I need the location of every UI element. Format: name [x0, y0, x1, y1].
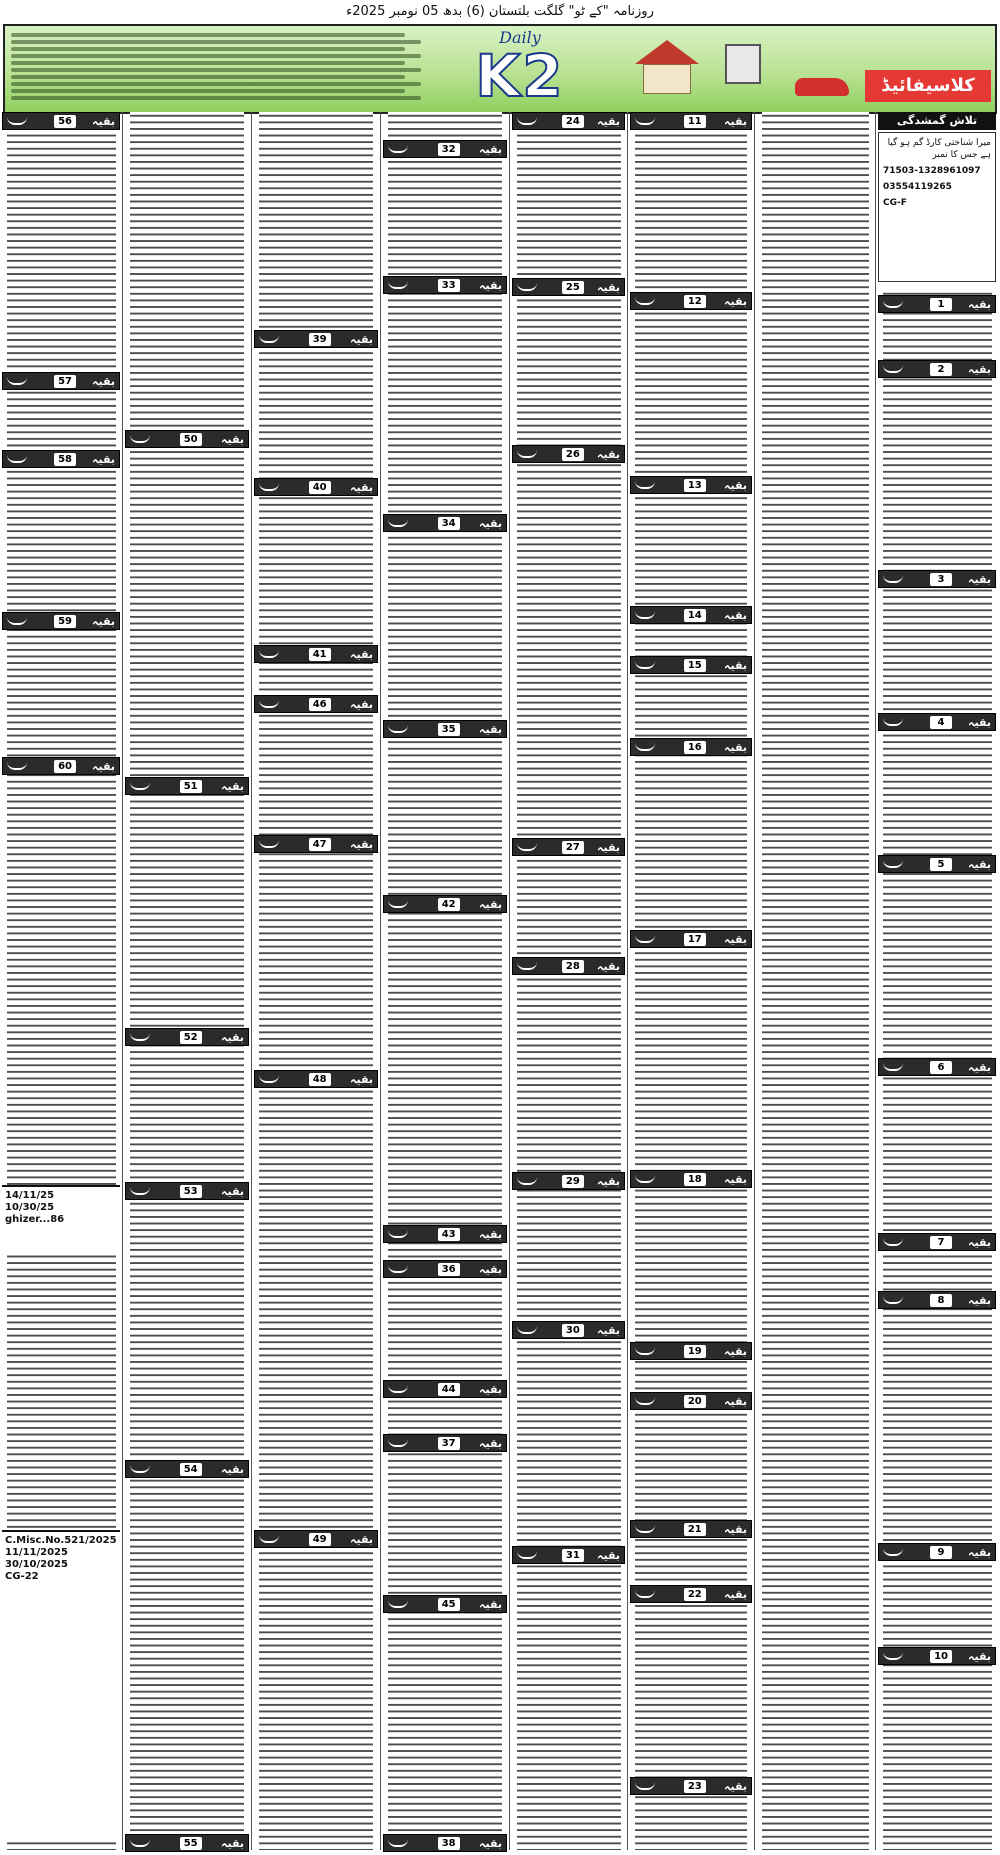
- continuation-header: [878, 1058, 996, 1076]
- continuation-number: 26: [562, 448, 584, 461]
- continuation-header: [630, 476, 752, 494]
- continuation-number: 24: [562, 115, 584, 128]
- continuation-number: 47: [309, 838, 331, 851]
- continuation-header: [125, 1028, 249, 1046]
- continuation-number: 18: [684, 1173, 706, 1186]
- ornament-icon: [388, 145, 408, 153]
- page-dateline: روزنامہ "کے ٹو" گلگت بلتستان (6) بدھ 05 نومبر 2025ء: [346, 4, 654, 19]
- ornament-icon: [517, 117, 537, 125]
- continuation-word: بقیہ: [968, 1650, 991, 1663]
- continuation-number: 17: [684, 933, 706, 946]
- ornament-icon: [259, 335, 279, 343]
- continuation-number: 41: [309, 648, 331, 661]
- text-column-3: [254, 112, 378, 1850]
- continuation-word: بقیہ: [92, 760, 115, 773]
- continuation-word: بقیہ: [479, 898, 502, 911]
- continuation-word: بقیہ: [479, 1228, 502, 1241]
- continuation-header: [512, 1546, 625, 1564]
- continuation-word: بقیہ: [350, 1533, 373, 1546]
- computer-icon: [725, 44, 761, 84]
- continuation-header: [254, 478, 378, 496]
- continuation-number: 22: [684, 1588, 706, 1601]
- continuation-word: بقیہ: [479, 723, 502, 736]
- continuation-header: [383, 1834, 507, 1852]
- continuation-number: 7: [930, 1236, 952, 1249]
- continuation-word: بقیہ: [350, 698, 373, 711]
- continuation-header: [878, 855, 996, 873]
- continuation-header: [512, 112, 625, 130]
- continuation-header: [630, 292, 752, 310]
- ornament-icon: [388, 519, 408, 527]
- continuation-word: بقیہ: [221, 1463, 244, 1476]
- continuation-header: [383, 514, 507, 532]
- continuation-word: بقیہ: [597, 841, 620, 854]
- continuation-header: [2, 450, 120, 468]
- text-column-2: [125, 112, 249, 1850]
- continuation-word: بقیہ: [479, 279, 502, 292]
- continuation-header: [630, 1777, 752, 1795]
- continuation-word: بقیہ: [724, 933, 747, 946]
- continuation-word: بقیہ: [968, 363, 991, 376]
- logo-daily: Daily: [499, 28, 541, 47]
- continuation-number: 46: [309, 698, 331, 711]
- continuation-word: بقیہ: [968, 1546, 991, 1559]
- continuation-number: 12: [684, 295, 706, 308]
- continuation-header: [512, 1321, 625, 1339]
- ornament-icon: [635, 1525, 655, 1533]
- continuation-word: بقیہ: [968, 1236, 991, 1249]
- ornament-icon: [883, 860, 903, 868]
- continuation-number: 48: [309, 1073, 331, 1086]
- notice-code: CG-F: [883, 198, 907, 208]
- ornament-icon: [883, 1548, 903, 1556]
- continuation-header: [512, 957, 625, 975]
- ornament-icon: [388, 725, 408, 733]
- continuation-number: 33: [438, 279, 460, 292]
- column-divider: [509, 112, 510, 1850]
- legal-date: 14/11/25: [5, 1190, 55, 1201]
- continuation-header: [512, 838, 625, 856]
- continuation-number: 44: [438, 1383, 460, 1396]
- classified-label: کلاسیفائیڈ: [865, 70, 991, 102]
- continuation-header: [512, 278, 625, 296]
- continuation-header: [383, 720, 507, 738]
- lost-notice-title: تلاش گمشدگی: [878, 112, 996, 130]
- continuation-number: 60: [54, 760, 76, 773]
- continuation-number: 40: [309, 481, 331, 494]
- continuation-number: 37: [438, 1437, 460, 1450]
- continuation-number: 56: [54, 115, 76, 128]
- continuation-header: [254, 645, 378, 663]
- continuation-number: 51: [180, 780, 202, 793]
- ornament-icon: [7, 117, 27, 125]
- continuation-number: 39: [309, 333, 331, 346]
- ornament-icon: [130, 1839, 150, 1847]
- continuation-word: بقیہ: [479, 1263, 502, 1276]
- classified-banner: [3, 24, 997, 114]
- continuation-word: بقیہ: [350, 333, 373, 346]
- continuation-header: [630, 1585, 752, 1603]
- continuation-number: 55: [180, 1837, 202, 1850]
- continuation-number: 54: [180, 1463, 202, 1476]
- continuation-word: بقیہ: [724, 1780, 747, 1793]
- continuation-header: [878, 1543, 996, 1561]
- legal-date: 11/11/2025: [5, 1547, 68, 1558]
- continuation-number: 30: [562, 1324, 584, 1337]
- continuation-number: 31: [562, 1549, 584, 1562]
- continuation-header: [630, 1342, 752, 1360]
- ornament-icon: [635, 1590, 655, 1598]
- continuation-header: [383, 1260, 507, 1278]
- continuation-word: بقیہ: [724, 609, 747, 622]
- continuation-number: 11: [684, 115, 706, 128]
- text-column-4: [383, 112, 507, 1850]
- continuation-header: [878, 713, 996, 731]
- continuation-word: بقیہ: [724, 479, 747, 492]
- continuation-header: [630, 1520, 752, 1538]
- ornament-icon: [388, 1439, 408, 1447]
- continuation-number: 1: [930, 298, 952, 311]
- continuation-header: [878, 570, 996, 588]
- column-divider: [754, 112, 755, 1850]
- continuation-number: 2: [930, 363, 952, 376]
- continuation-number: 28: [562, 960, 584, 973]
- continuation-header: [878, 1291, 996, 1309]
- continuation-number: 42: [438, 898, 460, 911]
- ornament-icon: [635, 297, 655, 305]
- ornament-icon: [635, 661, 655, 669]
- continuation-word: بقیہ: [968, 1294, 991, 1307]
- ornament-icon: [517, 962, 537, 970]
- ornament-icon: [130, 435, 150, 443]
- continuation-header: [383, 1380, 507, 1398]
- continuation-word: بقیہ: [597, 1324, 620, 1337]
- ornament-icon: [517, 450, 537, 458]
- continuation-number: 20: [684, 1395, 706, 1408]
- continuation-header: [383, 895, 507, 913]
- continuation-header: [254, 695, 378, 713]
- continuation-number: 27: [562, 841, 584, 854]
- text-column-5: [512, 112, 625, 1850]
- ornament-icon: [883, 718, 903, 726]
- car-icon: [795, 78, 849, 96]
- continuation-header: [512, 1172, 625, 1190]
- continuation-header: [383, 1434, 507, 1452]
- ornament-icon: [259, 650, 279, 658]
- continuation-header: [630, 112, 752, 130]
- continuation-header: [878, 360, 996, 378]
- continuation-word: بقیہ: [724, 1588, 747, 1601]
- continuation-word: بقیہ: [724, 115, 747, 128]
- ornament-icon: [635, 743, 655, 751]
- continuation-word: بقیہ: [350, 1073, 373, 1086]
- continuation-word: بقیہ: [92, 615, 115, 628]
- column-divider: [627, 112, 628, 1850]
- continuation-word: بقیہ: [724, 659, 747, 672]
- ornament-icon: [388, 1265, 408, 1273]
- continuation-number: 8: [930, 1294, 952, 1307]
- continuation-word: بقیہ: [724, 1173, 747, 1186]
- continuation-number: 58: [54, 453, 76, 466]
- continuation-number: 53: [180, 1185, 202, 1198]
- column-divider: [122, 112, 123, 1850]
- continuation-header: [2, 757, 120, 775]
- lost-id-notice: [878, 132, 996, 282]
- continuation-number: 57: [54, 375, 76, 388]
- ornament-icon: [7, 762, 27, 770]
- continuation-header: [630, 606, 752, 624]
- ornament-icon: [635, 611, 655, 619]
- text-column-7: [757, 112, 873, 1850]
- legal-notice: [2, 1530, 120, 1840]
- ornament-icon: [883, 300, 903, 308]
- continuation-header: [512, 445, 625, 463]
- continuation-word: بقیہ: [221, 1031, 244, 1044]
- continuation-number: 19: [684, 1345, 706, 1358]
- ornament-icon: [130, 782, 150, 790]
- ornament-icon: [259, 483, 279, 491]
- ornament-icon: [517, 1326, 537, 1334]
- ornament-icon: [883, 1296, 903, 1304]
- continuation-header: [2, 612, 120, 630]
- ornament-icon: [635, 117, 655, 125]
- continuation-header: [254, 1530, 378, 1548]
- ornament-icon: [259, 1075, 279, 1083]
- banner-text-lines: [11, 30, 421, 103]
- continuation-word: بقیہ: [221, 1837, 244, 1850]
- continuation-header: [2, 372, 120, 390]
- continuation-word: بقیہ: [479, 517, 502, 530]
- column-divider: [875, 112, 876, 1850]
- continuation-number: 16: [684, 741, 706, 754]
- ornament-icon: [635, 1397, 655, 1405]
- continuation-number: 49: [309, 1533, 331, 1546]
- continuation-word: بقیہ: [597, 1175, 620, 1188]
- house-icon: [635, 40, 699, 94]
- column-divider: [251, 112, 252, 1850]
- continuation-number: 32: [438, 143, 460, 156]
- continuation-header: [254, 1070, 378, 1088]
- legal-case-number: C.Misc.No.521/2025: [5, 1535, 117, 1546]
- continuation-header: [125, 1834, 249, 1852]
- continuation-word: بقیہ: [597, 448, 620, 461]
- continuation-word: بقیہ: [479, 1383, 502, 1396]
- legal-date: 30/10/2025: [5, 1559, 68, 1570]
- continuation-header: [878, 295, 996, 313]
- continuation-header: [383, 1225, 507, 1243]
- legal-ref: ghizer...86: [5, 1214, 65, 1225]
- notice-id: 71503-1328961097: [883, 166, 981, 176]
- ornament-icon: [7, 617, 27, 625]
- ornament-icon: [635, 1347, 655, 1355]
- ornament-icon: [883, 1238, 903, 1246]
- continuation-number: 5: [930, 858, 952, 871]
- continuation-word: بقیہ: [92, 375, 115, 388]
- continuation-number: 3: [930, 573, 952, 586]
- ornament-icon: [635, 481, 655, 489]
- continuation-header: [878, 1233, 996, 1251]
- continuation-word: بقیہ: [479, 1598, 502, 1611]
- continuation-word: بقیہ: [221, 1185, 244, 1198]
- continuation-number: 36: [438, 1263, 460, 1276]
- ornament-icon: [517, 1177, 537, 1185]
- continuation-header: [630, 738, 752, 756]
- continuation-word: بقیہ: [724, 1523, 747, 1536]
- continuation-header: [630, 1170, 752, 1188]
- ornament-icon: [883, 1652, 903, 1660]
- continuation-header: [125, 1182, 249, 1200]
- continuation-header: [878, 1647, 996, 1665]
- legal-date: 10/30/25: [5, 1202, 55, 1213]
- continuation-number: 25: [562, 281, 584, 294]
- ornament-icon: [259, 700, 279, 708]
- continuation-number: 13: [684, 479, 706, 492]
- continuation-number: 23: [684, 1780, 706, 1793]
- ornament-icon: [7, 377, 27, 385]
- ornament-icon: [130, 1187, 150, 1195]
- ornament-icon: [388, 900, 408, 908]
- continuation-number: 35: [438, 723, 460, 736]
- legal-notice: [2, 1185, 120, 1255]
- continuation-header: [383, 276, 507, 294]
- continuation-number: 29: [562, 1175, 584, 1188]
- continuation-word: بقیہ: [92, 115, 115, 128]
- continuation-number: 14: [684, 609, 706, 622]
- ornament-icon: [388, 1839, 408, 1847]
- notice-phone: 03554119265: [883, 182, 952, 192]
- continuation-number: 21: [684, 1523, 706, 1536]
- continuation-number: 45: [438, 1598, 460, 1611]
- continuation-header: [383, 1595, 507, 1613]
- continuation-number: 34: [438, 517, 460, 530]
- notice-text: میرا شناختی کارڈ گم ہو گیا ہے جس کا نمبر: [887, 138, 991, 160]
- continuation-header: [383, 140, 507, 158]
- ornament-icon: [635, 1175, 655, 1183]
- continuation-header: [125, 777, 249, 795]
- continuation-number: 4: [930, 716, 952, 729]
- ornament-icon: [635, 1782, 655, 1790]
- continuation-word: بقیہ: [968, 1061, 991, 1074]
- ornament-icon: [517, 843, 537, 851]
- continuation-word: بقیہ: [724, 295, 747, 308]
- continuation-word: بقیہ: [968, 298, 991, 311]
- continuation-header: [125, 430, 249, 448]
- continuation-header: [254, 330, 378, 348]
- continuation-number: 59: [54, 615, 76, 628]
- k2-logo: [435, 30, 605, 110]
- continuation-word: بقیہ: [350, 648, 373, 661]
- ornament-icon: [517, 1551, 537, 1559]
- continuation-word: بقیہ: [479, 1437, 502, 1450]
- ornament-icon: [130, 1465, 150, 1473]
- ornament-icon: [883, 365, 903, 373]
- continuation-word: بقیہ: [724, 1395, 747, 1408]
- continuation-word: بقیہ: [724, 1345, 747, 1358]
- continuation-number: 9: [930, 1546, 952, 1559]
- continuation-header: [630, 930, 752, 948]
- ornament-icon: [883, 575, 903, 583]
- continuation-number: 15: [684, 659, 706, 672]
- continuation-header: [2, 112, 120, 130]
- continuation-word: بقیہ: [92, 453, 115, 466]
- ornament-icon: [388, 1385, 408, 1393]
- continuation-word: بقیہ: [724, 741, 747, 754]
- ornament-icon: [388, 1600, 408, 1608]
- continuation-number: 6: [930, 1061, 952, 1074]
- continuation-word: بقیہ: [479, 1837, 502, 1850]
- continuation-word: بقیہ: [479, 143, 502, 156]
- continuation-word: بقیہ: [597, 1549, 620, 1562]
- continuation-word: بقیہ: [221, 433, 244, 446]
- continuation-number: 38: [438, 1837, 460, 1850]
- continuation-word: بقیہ: [350, 838, 373, 851]
- continuation-word: بقیہ: [597, 115, 620, 128]
- continuation-word: بقیہ: [350, 481, 373, 494]
- continuation-number: 43: [438, 1228, 460, 1241]
- continuation-number: 10: [930, 1650, 952, 1663]
- ornament-icon: [635, 935, 655, 943]
- continuation-word: بقیہ: [597, 281, 620, 294]
- ornament-icon: [388, 1230, 408, 1238]
- continuation-number: 52: [180, 1031, 202, 1044]
- continuation-word: بقیہ: [968, 858, 991, 871]
- ornament-icon: [7, 455, 27, 463]
- continuation-word: بقیہ: [221, 780, 244, 793]
- continuation-header: [630, 656, 752, 674]
- legal-ref: CG-22: [5, 1571, 39, 1582]
- ornament-icon: [388, 281, 408, 289]
- ornament-icon: [517, 283, 537, 291]
- continuation-number: 50: [180, 433, 202, 446]
- logo-k2: K2: [475, 42, 565, 110]
- ornament-icon: [130, 1033, 150, 1041]
- continuation-word: بقیہ: [968, 573, 991, 586]
- continuation-header: [254, 835, 378, 853]
- continuation-header: [125, 1460, 249, 1478]
- continuation-word: بقیہ: [968, 716, 991, 729]
- ornament-icon: [883, 1063, 903, 1071]
- ornament-icon: [259, 1535, 279, 1543]
- continuation-header: [630, 1392, 752, 1410]
- column-divider: [380, 112, 381, 1850]
- continuation-word: بقیہ: [597, 960, 620, 973]
- ornament-icon: [259, 840, 279, 848]
